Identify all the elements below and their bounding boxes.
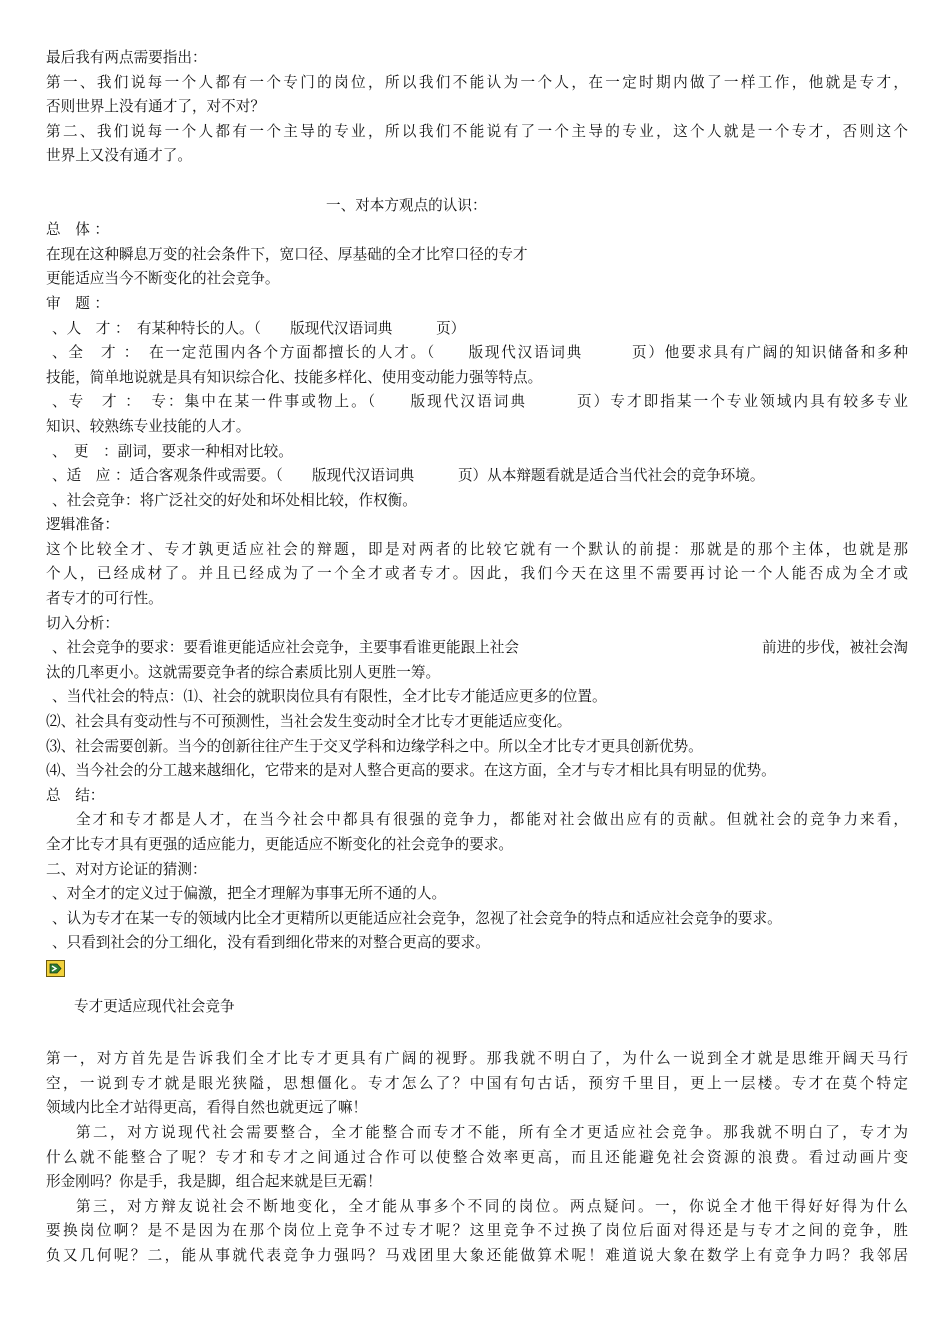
guess-item-2: 、认为专才在某一专的领域内比全才更精所以更能适应社会竞争，忽视了社会竞争的特点和适应社会竞争的要求。 <box>52 909 782 927</box>
analysis-line1 <box>46 636 908 661</box>
guess-item-1: 、对全才的定义过于偏激，把全才理解为事事无所不通的人。 <box>52 885 447 903</box>
term-competition: 、社会竞争：将广泛社交的好处和坏处相比较，作权衡。 <box>52 491 417 509</box>
overall-label: 总 体 ： <box>46 221 110 239</box>
part2-p1-line3: 领域内比全才站得更高，看得自然也就更远了嘛！ <box>46 1099 368 1117</box>
analysis-label: 切入分析： <box>46 614 119 632</box>
overall-line1: 在现在这种瞬息万变的社会条件下，宽口径、厚基础的全才比窄口径的专才 <box>46 245 528 263</box>
intro-p1-line2: 否则世界上没有通才了，对不对？ <box>46 98 265 116</box>
term-all-round-line1: 、全 才 ： 在一定范围内各个方面都擅长的人才。（ 版现代汉语词典 页）他要求具有广阔的知识储备和多种 <box>52 344 908 362</box>
term-specialist-line2: 知识、较熟练专业技能的人才。 <box>46 417 251 435</box>
summary-line2: 全才比专才具有更强的适应能力，更能适应不断变化的社会竞争的要求。 <box>46 836 514 853</box>
section1-title: 一、对本方观点的认识： <box>326 196 487 214</box>
analysis-feature-4: ⑷、当今社会的分工越来越细化，它带来的是对人整合更高的要求。在这方面，全才与专才相比具有明显的优势。 <box>46 762 776 780</box>
spacer <box>46 1033 908 1047</box>
analysis-feature-2: ⑵、社会具有变动性与不可预测性，当社会发生变动时全才比专才更能适应变化。 <box>46 713 572 731</box>
intro-p2-line2: 世界上又没有通才了。 <box>46 147 192 165</box>
arrow-bookmark-icon[interactable] <box>46 960 65 977</box>
analysis-feature-3: ⑶、社会需要创新。当今的创新往往产生于交叉学科和边缘学科之中。所以全才比专才更具创新优势。 <box>46 737 703 755</box>
intro-p2-line1: 第二、我们说每一个人都有一个主导的专业，所以我们不能说有了一个主导的专业，这个人就是一个专才，否则这个 <box>46 122 908 140</box>
analysis-line1-start: 、社会竞争的要求：要看谁更能适应社会竞争，主要事看谁更能跟上社会 <box>52 639 520 657</box>
part2-title: 专才更适应现代社会竞争 <box>74 997 235 1015</box>
intro-p1-line1: 第一、我们说每一个人都有一个专门的岗位，所以我们不能认为一个人，在一定时期内做了一样工作，他就是专才， <box>46 73 908 91</box>
term-specialist-line1: 、专 才 ： 专：集中在某一件事或物上。（ 版现代汉语词典 页）专才即指某一个专业领域内具有较多专业 <box>52 393 908 411</box>
spacer <box>46 981 908 995</box>
term-adapt: 、适 应 ：适合客观条件或需要。（ 版现代汉语词典 页）从本辩题看就是适合当代社会的竞争环境。 <box>52 467 765 485</box>
icon-row <box>46 956 908 981</box>
section2-title: 二、对对方论证的猜测： <box>46 860 207 878</box>
guess-item-3: 、只看到社会的分工细化，没有看到细化带来的对整合更高的要求。 <box>52 934 490 952</box>
spacer <box>46 1019 908 1033</box>
term-more: 、 更 ：副词，要求一种相对比较。 <box>52 442 293 460</box>
part2-p1-line2: 空，一说到专才就是眼光狭隘，思想僵化。专才怎么了？中国有句古话，预穷千里目，更上一层楼。专才在莫个特定 <box>46 1074 908 1092</box>
summary-line1: 全才和专才都是人才，在当今社会中都具有很强的竞争力，都能对社会做出应有的贡献。但就社会的竞争力来看， <box>76 811 908 829</box>
part2-p1-line1: 第一，对方首先是告诉我们全才比专才更具有广阔的视野。那我就不明白了，为什么一说到全才就是思维开阔天马行 <box>46 1050 908 1068</box>
summary-label: 总 结： <box>46 786 105 804</box>
logic-line2: 个人，已经成材了。并且已经成为了一个全才或者专才。因此，我们今天在这里不需要再讨论一个人能否成为全才或 <box>46 565 908 583</box>
part2-p3-line3: 负又几何呢？二，能从事就代表竞争力强吗？马戏团里大象还能做算术呢！难道说大象在数学上有竞争力吗？我邻居 <box>46 1246 908 1264</box>
term-talent: 、人 才 ： 有某种特长的人。（ 版现代汉语词典 页） <box>52 319 466 337</box>
analysis-feature-1: 、当代社会的特点：⑴、社会的就职岗位具有有限性，全才比专才能适应更多的位置。 <box>52 688 607 706</box>
part2-p3-line1: 第三，对方辩友说社会不断地变化，全才能从事多个不同的岗位。两点疑问。一，你说全才他干得好好得为什么 <box>76 1197 908 1215</box>
analysis-line2: 汰的几率更小。这就需要竞争者的综合素质比别人更胜一筹。 <box>46 663 441 681</box>
analysis-line1-end: 前进的步伐，被社会淘 <box>762 639 908 657</box>
logic-line1: 这个比较全才、专才孰更适应社会的辩题，即是对两者的比较它就有一个默认的前提：那就是的那个主体，也就是那 <box>46 540 908 558</box>
part2-p2-line3: 形金刚吗？你是手，我是脚，组合起来就是巨无霸！ <box>46 1173 382 1191</box>
overall-line2: 更能适应当今不断变化的社会竞争。 <box>46 270 280 288</box>
intro-heading: 最后我有两点需要指出： <box>46 49 207 66</box>
logic-line3: 者专才的可行性。 <box>46 590 163 608</box>
logic-label: 逻辑准备： <box>46 516 119 534</box>
term-all-round-line2: 技能，简单地说就是具有知识综合化、技能多样化、使用变动能力强等特点。 <box>46 368 543 386</box>
part2-p2-line1: 第二，对方说现代社会需要整合，全才能整合而专才不能，所有全才更适应社会竞争。那我就不明白了，专才为 <box>76 1123 908 1141</box>
document-page <box>46 46 908 1269</box>
part2-p3-line2: 要换岗位啊？是不是因为在那个岗位上竞争不过专才呢？这里竞争不过换了岗位后面对得还是与专才之间的竞争，胜 <box>46 1222 908 1240</box>
review-label: 审 题 ： <box>46 294 110 312</box>
part2-p2-line2: 什么就不能整合了呢？专才和专才之间通过合作可以使整合效率更高，而且还能避免社会资源的浪费。看过动画片变 <box>46 1148 908 1166</box>
spacer <box>46 169 908 194</box>
